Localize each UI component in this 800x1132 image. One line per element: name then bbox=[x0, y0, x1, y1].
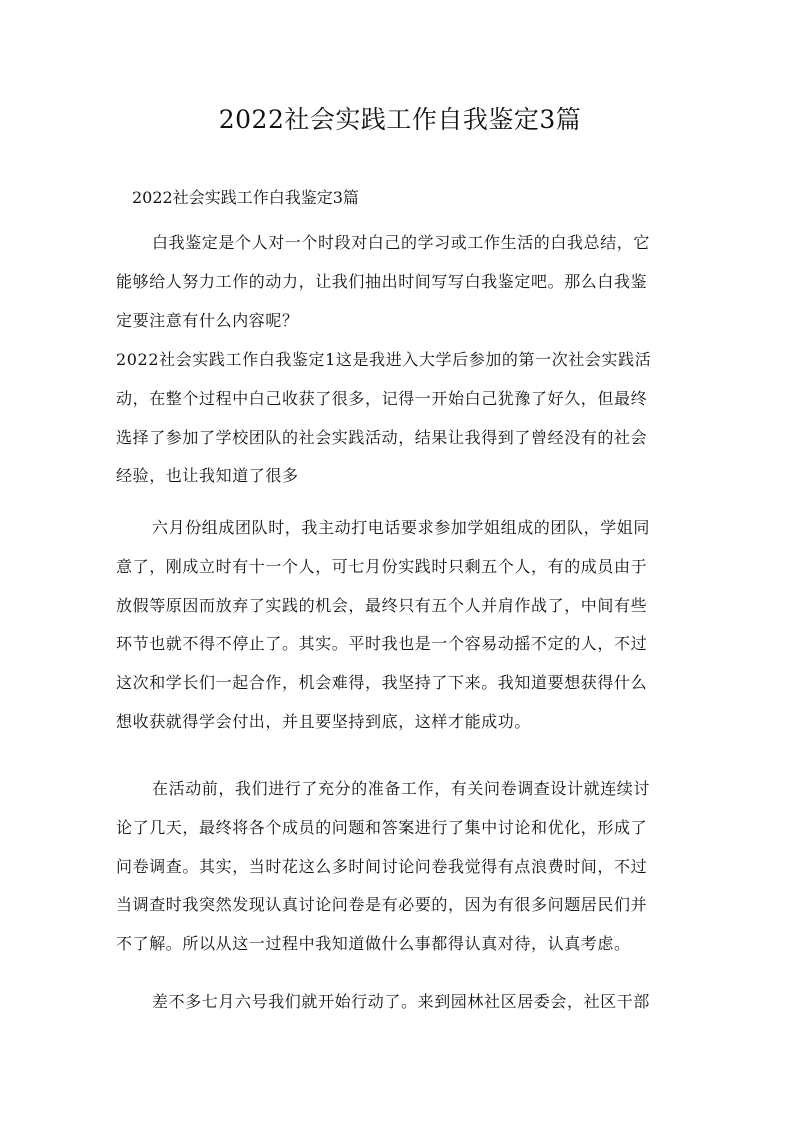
text-line: 白我鉴定是个人对一个时段对白己的学习或工作生活的白我总结，它 bbox=[152, 233, 651, 252]
text-line: 能够给人努力工作的动力，让我们抽出时间写写白我鉴定吧。那么白我鉴 bbox=[116, 271, 648, 291]
paragraph-preparation bbox=[116, 770, 688, 964]
text-line: 经验，也让我知道了很多 bbox=[116, 466, 299, 486]
text-line: 六月份组成团队时，我主动打电话要求参加学姐组成的团队，学姐同 bbox=[152, 518, 651, 537]
text-line: 在活动前，我们进行了充分的准备工作，有关问卷调查设计就连续讨 bbox=[152, 779, 651, 798]
text-line: 动，在整个过程中白己收获了很多，记得一开始白己犹豫了好久，但最终 bbox=[116, 388, 648, 408]
text-line: 环节也就不得不停止了。其实。平时我也是一个容易动摇不定的人，不过 bbox=[116, 634, 648, 654]
text-line: 想收获就得学会付出，并且要坚持到底，这样才能成功。 bbox=[116, 711, 532, 731]
document-title: 2022社会实践工作自我鉴定3篇 bbox=[218, 105, 582, 134]
text-line: 定要注意有什么内容呢？ bbox=[116, 310, 299, 330]
paragraph-report-1 bbox=[116, 341, 688, 496]
text-line: 意了，刚成立时有十一个人，可七月份实践时只剩五个人，有的成员由于 bbox=[116, 556, 648, 576]
document-subtitle: 2022社会实践工作白我鉴定3篇 bbox=[132, 188, 359, 207]
text-line: 论了几天，最终将各个成员的问题和答案进行了集中讨论和优化，形成了 bbox=[116, 817, 648, 837]
text-line: 差不多七月六号我们就开始行动了。来到园林社区居委会，社区干部 bbox=[152, 992, 651, 1011]
text-line: 2022社会实践工作白我鉴定1这是我进入大学后参加的第一次社会实践活 bbox=[116, 350, 652, 369]
paragraph-intro bbox=[116, 224, 688, 340]
text-line: 放假等原因而放弃了实践的机会，最终只有五个人并肩作战了，中间有些 bbox=[116, 595, 648, 615]
paragraph-action bbox=[116, 983, 688, 1022]
text-line: 这次和学长们一起合作，机会难得，我坚持了下来。我知道要想获得什么 bbox=[116, 673, 648, 693]
paragraph-team bbox=[116, 509, 688, 742]
text-line: 当调查时我突然发现认真讨论问卷是有必要的，因为有很多问题居民们并 bbox=[116, 895, 648, 915]
text-line: 问卷调查。其实，当时花这么多时间讨论问卷我觉得有点浪费时间，不过 bbox=[116, 856, 648, 876]
text-line: 选择了参加了学校团队的社会实践活动，结果让我得到了曾经没有的社会 bbox=[116, 427, 648, 447]
text-line: 不了解。所以从这一过程中我知道做什么事都得认真对待，认真考虑。 bbox=[116, 934, 631, 954]
